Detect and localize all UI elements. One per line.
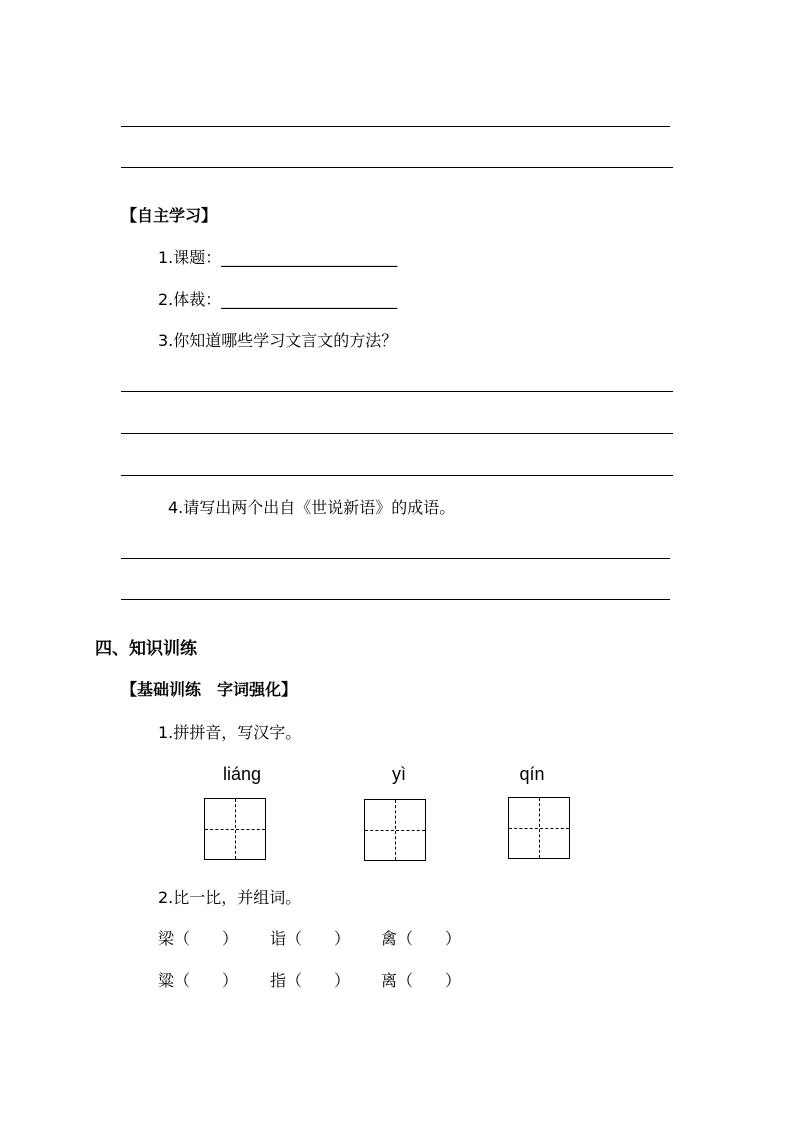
compare-item: 指（ ） [270,971,351,990]
pinyin-label: qín [519,764,545,784]
answer-line [121,599,670,600]
answer-line [121,433,673,434]
question-1-topic: 1.课题：______________________ [158,248,398,267]
character-writing-grid[interactable] [364,799,426,861]
character-writing-grid[interactable] [204,798,266,860]
character-writing-grid[interactable] [508,797,570,859]
answer-line [121,475,673,476]
answer-line [121,391,673,392]
question-2-genre: 2.体裁：______________________ [158,290,398,309]
answer-line [121,126,670,127]
pinyin-label: yì [391,764,406,784]
question-compare-words: 2.比一比，并组词。 [158,888,302,907]
compare-item: 诣（ ） [270,929,351,948]
compare-item: 梁（ ） [158,929,239,948]
section-4-heading: 四、知识训练 [95,639,197,659]
compare-item: 禽（ ） [381,929,462,948]
question-4-idioms: 4.请写出两个出自《世说新语》的成语。 [168,498,456,517]
compare-item: 离（ ） [381,971,462,990]
answer-line [121,167,673,168]
pinyin-label: liáng [222,764,262,784]
compare-item: 粱（ ） [158,971,239,990]
question-pinyin-to-character: 1.拼拼音，写汉字。 [158,723,302,742]
question-3-methods: 3.你知道哪些学习文言文的方法？ [158,331,398,350]
basic-training-subheading: 【基础训练 字词强化】 [121,680,298,699]
answer-line [121,558,670,559]
self-study-heading: 【自主学习】 [121,206,218,225]
